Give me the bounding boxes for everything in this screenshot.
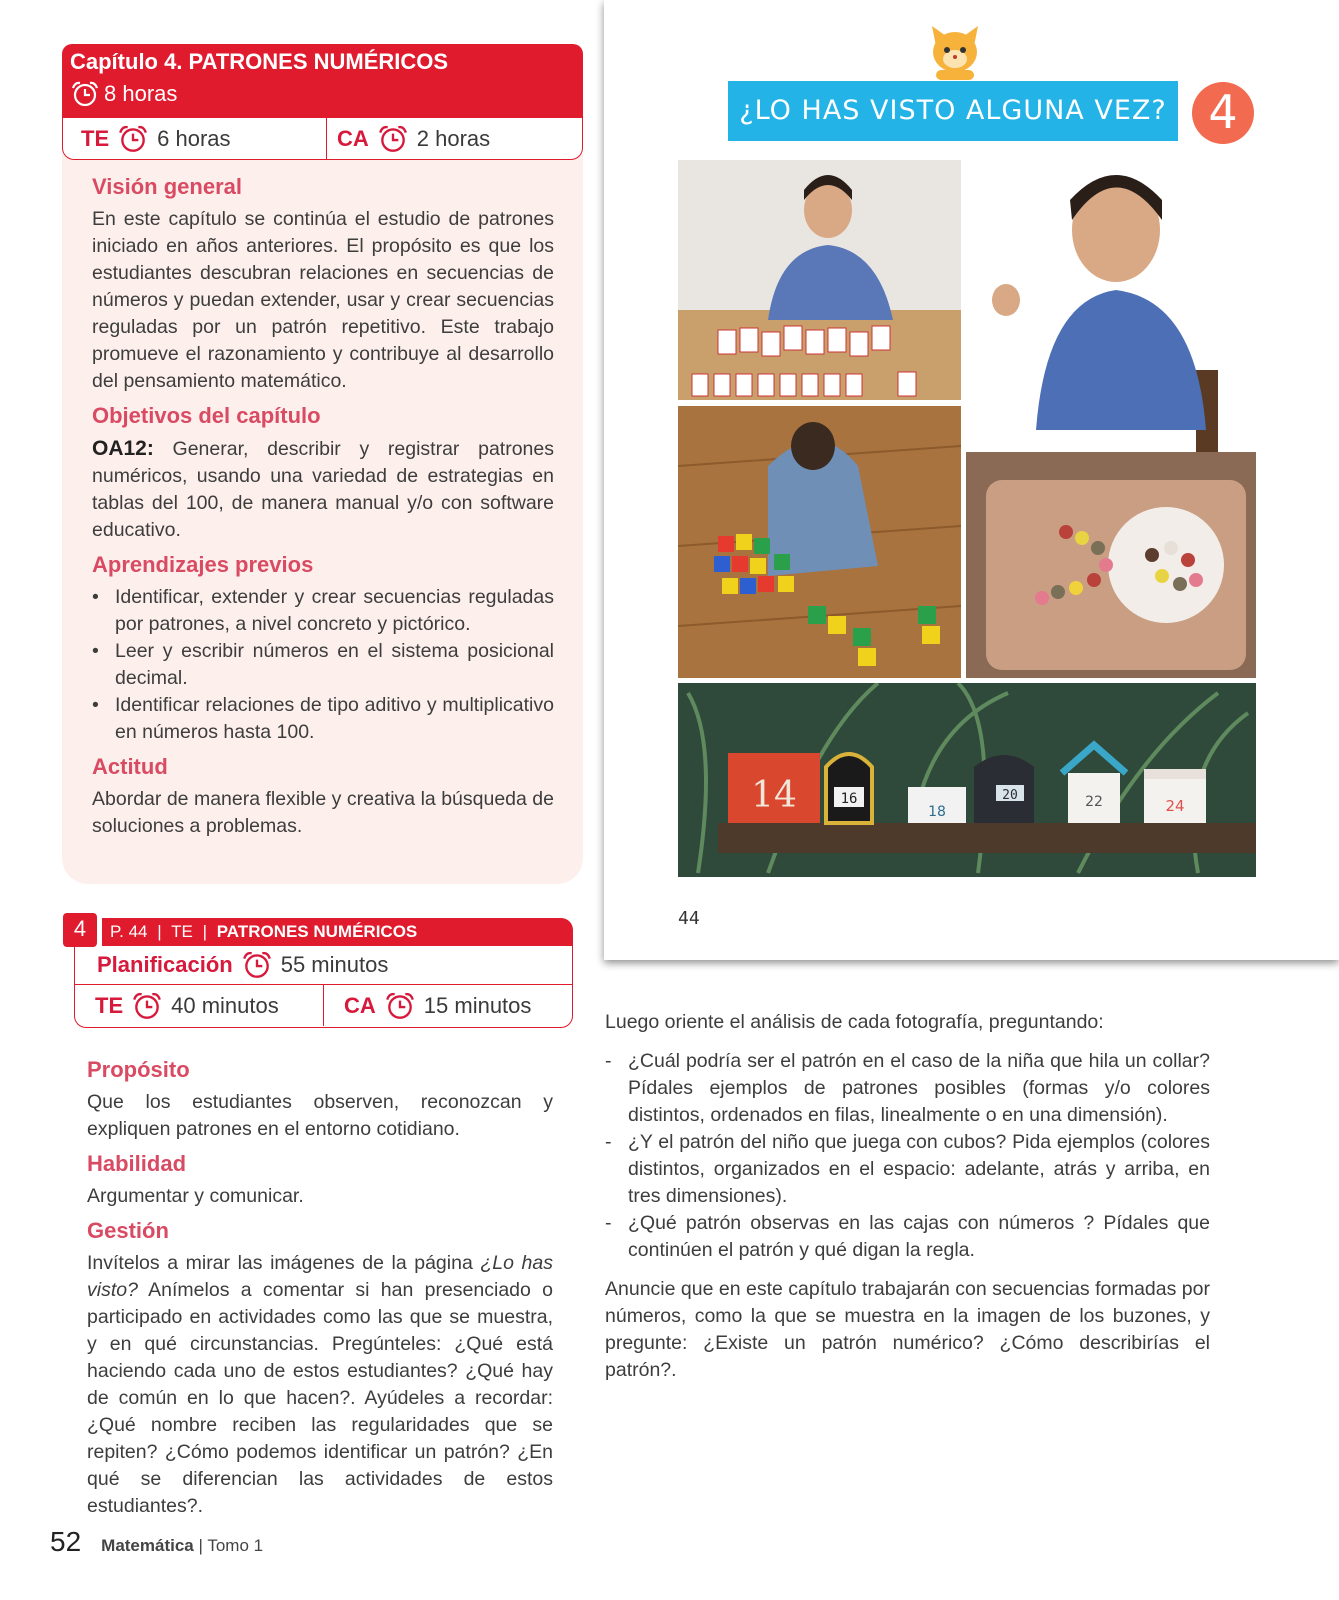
vision-text: En este capítulo se continúa el estudio de patrones iniciado en años anteriores. El propósito es que los estudiantes descubran relaciones en secuencias de números y puedan extender, usar y crear secuencias reguladas por un patrón repetitivo. Este trabajo promueve el razonamiento y contribuye al desarrollo del pensamiento matemático. [92,208,554,392]
mailbox-number: 14 [751,775,797,816]
page-number: 52 [50,1526,82,1557]
planning-total-row [75,946,572,985]
te-hours-cell [63,118,326,159]
separator: | [157,922,162,941]
alarm-clock-icon [241,950,273,980]
mailbox-number: 16 [840,791,858,807]
te-label: TE [95,992,124,1018]
student-book-page [604,0,1339,960]
student-page-number: 44 [678,908,700,929]
chapter-card-content [92,170,554,848]
alarm-clock-icon [117,124,149,154]
mailbox-number: 22 [1085,794,1103,810]
chapter-overview-card [62,44,583,884]
planning-box [63,913,573,1030]
list-item: - ¿Cuál podría ser el patrón en el caso de la niña que hila un collar? Pídales ejemplos de patrones posibles (formas y/o colores distintos, ordenados en filas, linealmente o en una dimensión). [605,1048,1210,1129]
lesson-notes [87,1053,553,1528]
gestion-heading: Gestión [87,1218,169,1243]
analysis-intro: Luego oriente el análisis de cada fotografía, preguntando: [605,1011,1104,1033]
book-volume: Tomo 1 [207,1536,264,1555]
alarm-clock-icon [70,80,100,108]
actitud-heading: Actitud [92,754,168,779]
planning-body [74,946,573,1028]
mailbox-number: 18 [928,804,946,820]
objetivos-heading: Objetivos del capítulo [92,403,321,428]
photo-boy-with-cards [678,160,961,400]
chapter-title: Capítulo 4. PATRONES NUMÉRICOS [70,49,449,74]
gestion-text-end: Anímelos a comentar si han presenciado o participado en actividades como las que se muestra, y en qué circunstancias. Pregúnteles: ¿Qué está haciendo cada uno de estos estudiantes? ¿Qué hay de común en lo que hacen?. Ayúdeles a recordar: ¿Qué nombre reciben las regularidades que se repiten? ¿Cómo podemos identificar un patrón? ¿En qué se diferencian las actividades de estos estudiantes?. [87,1279,553,1517]
ca-label: CA [337,125,369,151]
analysis-closing: Anuncie que en este capítulo trabajarán con secuencias formadas por números, como la que se muestra en la imagen de los buzones, y pregunte: ¿Existe un patrón numérico? ¿Cómo describirías el patrón?. [605,1278,1210,1381]
actitud-text: Abordar de manera flexible y creativa la búsqueda de soluciones a problemas. [92,788,554,837]
objective-text: Generar, describir y registrar patrones numéricos, usando una variedad de estrategias en tablas del 100, de manera manual y/o con software educativo. [92,438,554,541]
analysis-notes [605,1009,1210,1396]
te-tag: TE [171,922,193,941]
lo-has-visto-banner: ¿LO HAS VISTO ALGUNA VEZ? [728,81,1178,141]
ca-label: CA [344,992,376,1018]
separator: | [202,922,207,941]
chapter-badge: 4 [63,913,97,947]
page-reference: P. 44 [110,922,148,941]
alarm-clock-icon [377,124,409,154]
cat-mascot-icon [926,22,984,82]
gestion-text [87,1250,553,1520]
mailbox-number: 20 [1002,788,1018,803]
planning-label: Planificación [97,952,233,977]
previos-heading: Aprendizajes previos [92,552,314,577]
gestion-text-start: Invítelos a mirar las imágenes de la página [87,1252,481,1274]
habilidad-heading: Habilidad [87,1151,187,1176]
list-item: • Identificar, extender y crear secuencias reguladas por patrones, a nivel concreto y pictórico. [92,584,554,638]
gestion-text-italic: ¿Lo has visto? [87,1252,553,1301]
chapter-total-hours-text: 8 horas [104,81,178,106]
objective-code: OA12: [92,437,154,460]
photo-boy-with-cubes [678,406,961,678]
chapter-number-circle: 4 [1192,82,1254,144]
page-footer [50,1526,263,1558]
previos-list [92,584,554,746]
te-minutes-cell [75,985,323,1026]
ca-hours-text: 2 horas [416,125,491,151]
list-item: • Leer y escribir números en el sistema posicional decimal. [92,638,554,692]
photo-numbered-mailboxes [678,683,1256,877]
separator: | [198,1536,208,1555]
planning-topbar [102,918,573,946]
list-item: • Identificar relaciones de tipo aditivo y multiplicativo en números hasta 100. [92,692,554,746]
proposito-text: Que los estudiantes observen, reconozcan y expliquen patrones en el entorno cotidiano. [87,1091,553,1140]
habilidad-text: Argumentar y comunicar. [87,1185,304,1207]
ca-minutes-text: 15 minutos [423,992,532,1018]
chapter-hours-split [62,118,583,160]
book-info [101,1536,263,1556]
ca-minutes-cell [323,985,572,1026]
proposito-heading: Propósito [87,1057,190,1082]
objective-paragraph [92,435,554,544]
ca-hours-cell [326,118,582,159]
list-item: - ¿Y el patrón del niño que juega con cubos? Pida ejemplos (colores distintos, organizados en el espacio: adelante, atrás y arriba, en tres dimensiones). [605,1129,1210,1210]
vision-heading: Visión general [92,174,242,199]
mailbox-number: 24 [1165,797,1185,815]
alarm-clock-icon [131,991,163,1021]
analysis-questions [605,1048,1210,1264]
te-minutes-text: 40 minutos [171,992,279,1018]
te-label: TE [81,125,110,151]
planning-split-row [75,985,572,1026]
list-item: - ¿Qué patrón observas en las cajas con números ? Pídales que continúen el patrón y qué digan la regla. [605,1210,1210,1264]
chapter-header [62,44,583,118]
planning-minutes: 55 minutos [280,952,389,977]
te-hours-text: 6 horas [157,125,231,151]
photo-boy-threading-beads [966,160,1256,678]
chapter-total-hours [70,77,575,111]
book-title: Matemática [101,1536,194,1555]
alarm-clock-icon [384,991,416,1021]
planning-topic: PATRONES NUMÉRICOS [216,922,418,941]
